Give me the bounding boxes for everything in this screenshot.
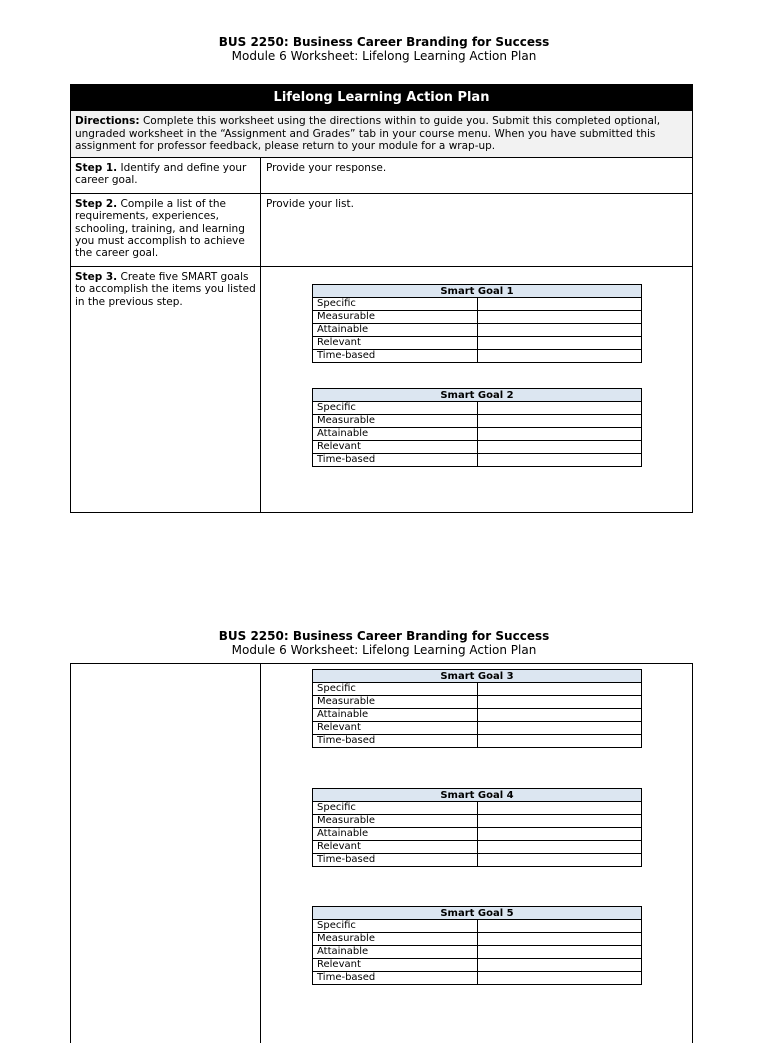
smart-goal-entry[interactable] <box>477 828 642 841</box>
smart-goal-table-2 <box>312 388 642 467</box>
smart-goal-entry[interactable] <box>477 920 642 933</box>
step-2-row <box>71 194 692 267</box>
smart-criterion-label: Attainable <box>313 709 478 722</box>
smart-criterion-label: Measurable <box>313 415 478 428</box>
smart-criterion-label: Relevant <box>313 959 478 972</box>
smart-goal-entry[interactable] <box>477 696 642 709</box>
smart-goal-table-1 <box>312 284 642 363</box>
smart-goal-entry[interactable] <box>477 933 642 946</box>
smart-goal-entry[interactable] <box>477 709 642 722</box>
smart-goal-entry[interactable] <box>477 415 642 428</box>
smart-criterion-label: Relevant <box>313 841 478 854</box>
smart-goal-entry[interactable] <box>477 802 642 815</box>
step-1-instructions <box>71 158 261 193</box>
smart-goal-table-5 <box>312 906 642 985</box>
smart-criterion-label: Relevant <box>313 722 478 735</box>
smart-goal-title: Smart Goal 2 <box>313 389 642 402</box>
smart-criterion-label: Specific <box>313 920 478 933</box>
smart-goal-entry[interactable] <box>477 441 642 454</box>
smart-goal-entry[interactable] <box>477 854 642 867</box>
smart-goal-entry[interactable] <box>477 683 642 696</box>
step-1-row <box>71 158 692 194</box>
page-header <box>0 35 768 63</box>
smart-goal-entry[interactable] <box>477 722 642 735</box>
worksheet-subtitle: Module 6 Worksheet: Lifelong Learning Action Plan <box>231 49 537 63</box>
smart-goal-entry[interactable] <box>477 735 642 748</box>
smart-goal-entry[interactable] <box>477 815 642 828</box>
smart-goal-title: Smart Goal 1 <box>313 285 642 298</box>
worksheet-subtitle: Module 6 Worksheet: Lifelong Learning Action Plan <box>231 643 537 657</box>
smart-criterion-label: Time-based <box>313 454 478 467</box>
step-1-text: Identify and define your career goal. <box>75 162 247 187</box>
directions-text: Complete this worksheet using the directions within to guide you. Submit this completed optional, ungraded worksheet in the “Assignment and Grades” tab in your course menu. When you have submitted this assignment for professor feedback, please return to your module for a wrap-up. <box>75 115 661 152</box>
smart-criterion-label: Specific <box>313 298 478 311</box>
step-3-text: Create five SMART goals to accomplish the items you listed in the previous step. <box>75 271 256 308</box>
smart-criterion-label: Relevant <box>313 441 478 454</box>
step-1-label: Step 1. <box>75 162 118 174</box>
smart-criterion-label: Attainable <box>313 324 478 337</box>
step-3-label: Step 3. <box>75 271 118 283</box>
course-title: BUS 2250: Business Career Branding for Success <box>218 35 550 49</box>
smart-goal-title: Smart Goal 4 <box>313 789 642 802</box>
smart-goal-table-4 <box>312 788 642 867</box>
smart-goal-entry[interactable] <box>477 959 642 972</box>
smart-goal-entry[interactable] <box>477 298 642 311</box>
smart-criterion-label: Attainable <box>313 828 478 841</box>
smart-goal-title: Smart Goal 3 <box>313 670 642 683</box>
smart-criterion-label: Measurable <box>313 696 478 709</box>
step-2-instructions <box>71 194 261 266</box>
page-header-2 <box>0 629 768 657</box>
smart-goal-entry[interactable] <box>477 350 642 363</box>
smart-criterion-label: Measurable <box>313 815 478 828</box>
smart-criterion-label: Time-based <box>313 350 478 363</box>
step-2-label: Step 2. <box>75 198 118 210</box>
smart-goal-entry[interactable] <box>477 972 642 985</box>
smart-goal-entry[interactable] <box>477 311 642 324</box>
smart-goal-title: Smart Goal 5 <box>313 907 642 920</box>
smart-criterion-label: Time-based <box>313 972 478 985</box>
smart-goal-entry[interactable] <box>477 324 642 337</box>
smart-goal-entry[interactable] <box>477 428 642 441</box>
smart-criterion-label: Time-based <box>313 735 478 748</box>
step-2-response[interactable]: Provide your list. <box>266 198 354 210</box>
course-title: BUS 2250: Business Career Branding for Success <box>218 629 550 643</box>
smart-criterion-label: Specific <box>313 683 478 696</box>
smart-criterion-label: Time-based <box>313 854 478 867</box>
step-3-instructions <box>71 267 261 512</box>
smart-criterion-label: Specific <box>313 802 478 815</box>
smart-criterion-label: Attainable <box>313 946 478 959</box>
smart-goal-entry[interactable] <box>477 454 642 467</box>
smart-criterion-label: Measurable <box>313 311 478 324</box>
smart-goal-entry[interactable] <box>477 337 642 350</box>
directions-cell <box>71 111 692 158</box>
directions-label: Directions: <box>75 115 140 127</box>
continued-left-cell <box>71 664 261 1043</box>
smart-criterion-label: Measurable <box>313 933 478 946</box>
smart-criterion-label: Relevant <box>313 337 478 350</box>
smart-goal-entry[interactable] <box>477 946 642 959</box>
smart-goal-entry[interactable] <box>477 841 642 854</box>
smart-goal-entry[interactable] <box>477 402 642 415</box>
smart-criterion-label: Specific <box>313 402 478 415</box>
smart-criterion-label: Attainable <box>313 428 478 441</box>
step-2-text: Compile a list of the requirements, experiences, schooling, training, and learning you must accomplish to achieve the career goal. <box>75 198 245 260</box>
smart-goal-table-3 <box>312 669 642 748</box>
plan-title: Lifelong Learning Action Plan <box>71 85 692 111</box>
step-1-response[interactable]: Provide your response. <box>266 162 387 174</box>
